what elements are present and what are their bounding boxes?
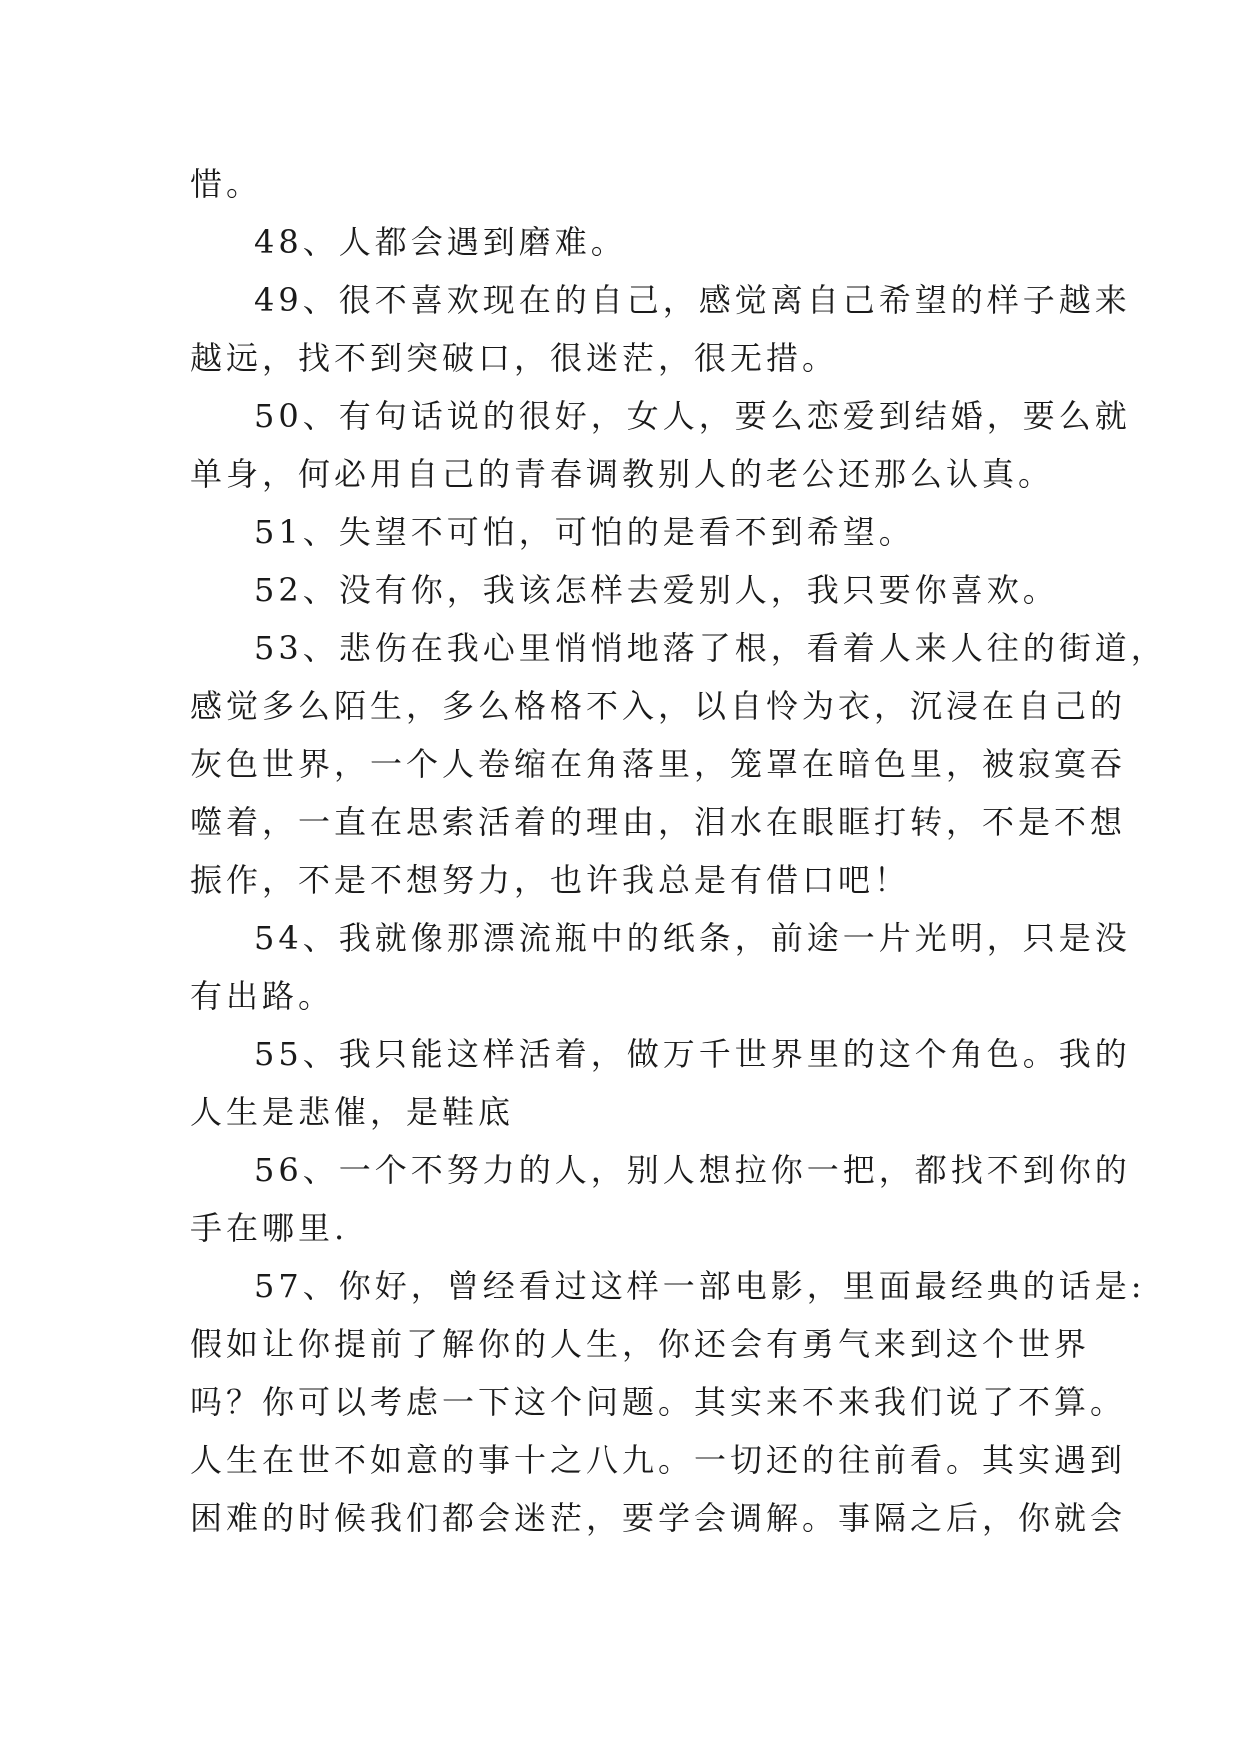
text-line: 越远，找不到突破口，很迷茫，很无措。 (190, 339, 839, 377)
text-line: 感觉多么陌生，多么格格不入，以自怜为衣，沉浸在自己的 (190, 687, 1127, 725)
text-line: 吗？你可以考虑一下这个问题。其实来不来我们说了不算。 (190, 1383, 1127, 1421)
text-line: 51、失望不可怕，可怕的是看不到希望。 (254, 513, 915, 551)
text-line: 单身，何必用自己的青春调教别人的老公还那么认真。 (190, 455, 1055, 493)
text-line: 惜。 (190, 165, 263, 203)
text-line: 57、你好，曾经看过这样一部电影，里面最经典的话是: (254, 1267, 1146, 1305)
text-line: 人生在世不如意的事十之八九。一切还的往前看。其实遇到 (190, 1441, 1127, 1479)
text-line: 假如让你提前了解你的人生，你还会有勇气来到这个世界 (190, 1325, 1091, 1363)
text-line: 54、我就像那漂流瓶中的纸条，前途一片光明，只是没 (254, 919, 1131, 957)
text-line: 55、我只能这样活着，做万千世界里的这个角色。我的 (254, 1035, 1131, 1073)
text-line: 有出路。 (190, 977, 335, 1015)
text-line: 振作，不是不想努力，也许我总是有借口吧！ (190, 861, 911, 899)
text-line: 53、悲伤在我心里悄悄地落了根，看着人来人往的街道， (254, 629, 1167, 667)
text-line: 灰色世界，一个人卷缩在角落里，笼罩在暗色里，被寂寞吞 (190, 745, 1127, 783)
text-line: 48、人都会遇到磨难。 (254, 223, 627, 261)
text-line: 50、有句话说的很好，女人，要么恋爱到结婚，要么就 (254, 397, 1131, 435)
text-line: 人生是悲催，是鞋底 (190, 1093, 515, 1131)
text-line: 噬着，一直在思索活着的理由，泪水在眼眶打转，不是不想 (190, 803, 1127, 841)
text-line: 56、一个不努力的人，别人想拉你一把，都找不到你的 (254, 1151, 1131, 1189)
text-line: 49、很不喜欢现在的自己，感觉离自己希望的样子越来 (254, 281, 1131, 319)
text-line: 手在哪里. (190, 1209, 349, 1247)
text-line: 52、没有你，我该怎样去爱别人，我只要你喜欢。 (254, 571, 1059, 609)
text-line: 困难的时候我们都会迷茫，要学会调解。事隔之后，你就会 (190, 1499, 1127, 1537)
